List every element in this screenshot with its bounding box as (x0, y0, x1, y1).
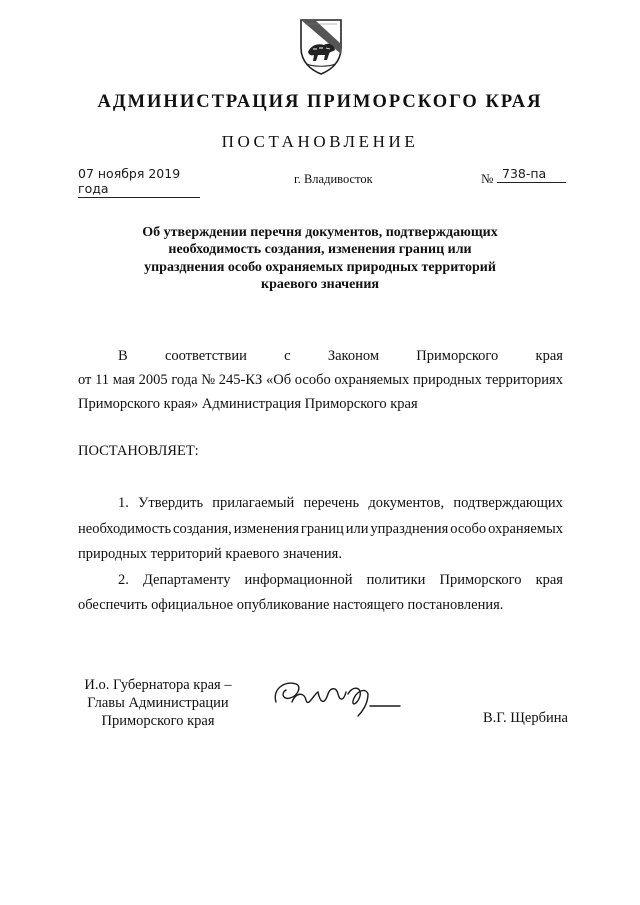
number-label: № (481, 171, 494, 186)
preamble-line-1 (78, 344, 563, 368)
decree-item-1 (78, 491, 563, 568)
item-1-line-2 (78, 517, 563, 543)
word: Законом (327, 348, 380, 364)
title-line: необходимость создания, изменения границ или (168, 242, 472, 258)
position-line: Главы Администрации (87, 695, 229, 711)
word: от (78, 372, 92, 388)
word: изменения (233, 520, 299, 537)
word: особо (294, 372, 331, 388)
decree-word: ПОСТАНОВЛЯЕТ: (78, 443, 199, 459)
decree-items (78, 491, 563, 619)
document-city: г. Владивосток (294, 172, 373, 186)
signatory-name: В.Г. Щербина (483, 710, 568, 726)
title-line: краевого значения (261, 276, 379, 292)
word: границ (300, 520, 344, 537)
word: № (201, 372, 216, 388)
item-1-line-1 (78, 491, 563, 517)
word: мая (112, 372, 135, 388)
word: с (284, 348, 291, 364)
word: прилагаемый (212, 495, 295, 511)
word: 2005 (138, 372, 168, 388)
word: края (535, 571, 563, 588)
document-title (90, 224, 550, 293)
word: природных (412, 372, 482, 388)
title-line: Об утверждении перечня документов, подтверждающих (142, 225, 498, 240)
word: охраняемых (488, 520, 563, 537)
word: или (345, 520, 369, 537)
word: соответствии (164, 348, 247, 364)
word: года (171, 372, 198, 388)
word: политики (366, 571, 426, 588)
document-number: 738-па (497, 166, 566, 183)
word: охраняемых (334, 372, 410, 388)
word: 1. (118, 495, 129, 511)
decree-item-2 (78, 568, 563, 619)
preamble-line-3: Приморского края» Администрация Приморского края (78, 396, 418, 412)
position-line: И.о. Губернатора края – (84, 677, 232, 693)
word: необходимость (78, 520, 172, 537)
word: Департаменту (142, 571, 231, 588)
word: Утвердить (138, 495, 204, 511)
word: создания, (173, 520, 232, 537)
preamble-paragraph (78, 344, 563, 416)
word: Приморского (416, 348, 499, 364)
preamble-line-2 (78, 368, 563, 392)
signatory-position (78, 676, 238, 730)
word: подтверждающих (453, 495, 563, 511)
word: Приморского (439, 571, 522, 588)
word: информационной (244, 571, 353, 588)
word: 245-КЗ (218, 372, 263, 388)
handwritten-signature-icon (266, 672, 406, 720)
item-2-line-1 (78, 568, 563, 594)
word: «Об (265, 372, 292, 388)
title-line: упразднения особо охраняемых природных территорий (144, 259, 496, 275)
item-1-line-3: природных территорий краевого значения. (78, 546, 342, 562)
word: 11 (95, 372, 110, 388)
document-type: ПОСТАНОВЛЕНИЕ (221, 132, 419, 151)
word: особо (450, 520, 487, 537)
word: В (118, 348, 128, 364)
item-2-line-2: обеспечить официальное опубликование настоящего постановления. (78, 597, 504, 613)
word: края (535, 348, 563, 364)
word: перечень (303, 495, 360, 511)
word: территориях (485, 372, 563, 388)
coat-of-arms-icon (299, 18, 343, 76)
document-date: 07 ноября 2019 года (78, 166, 200, 198)
position-line: Приморского края (101, 713, 215, 729)
word: 2. (118, 571, 129, 588)
word: упразднения (370, 520, 449, 537)
organization-name: АДМИНИСТРАЦИЯ ПРИМОРСКОГО КРАЯ (97, 92, 543, 112)
word: документов, (368, 495, 445, 511)
